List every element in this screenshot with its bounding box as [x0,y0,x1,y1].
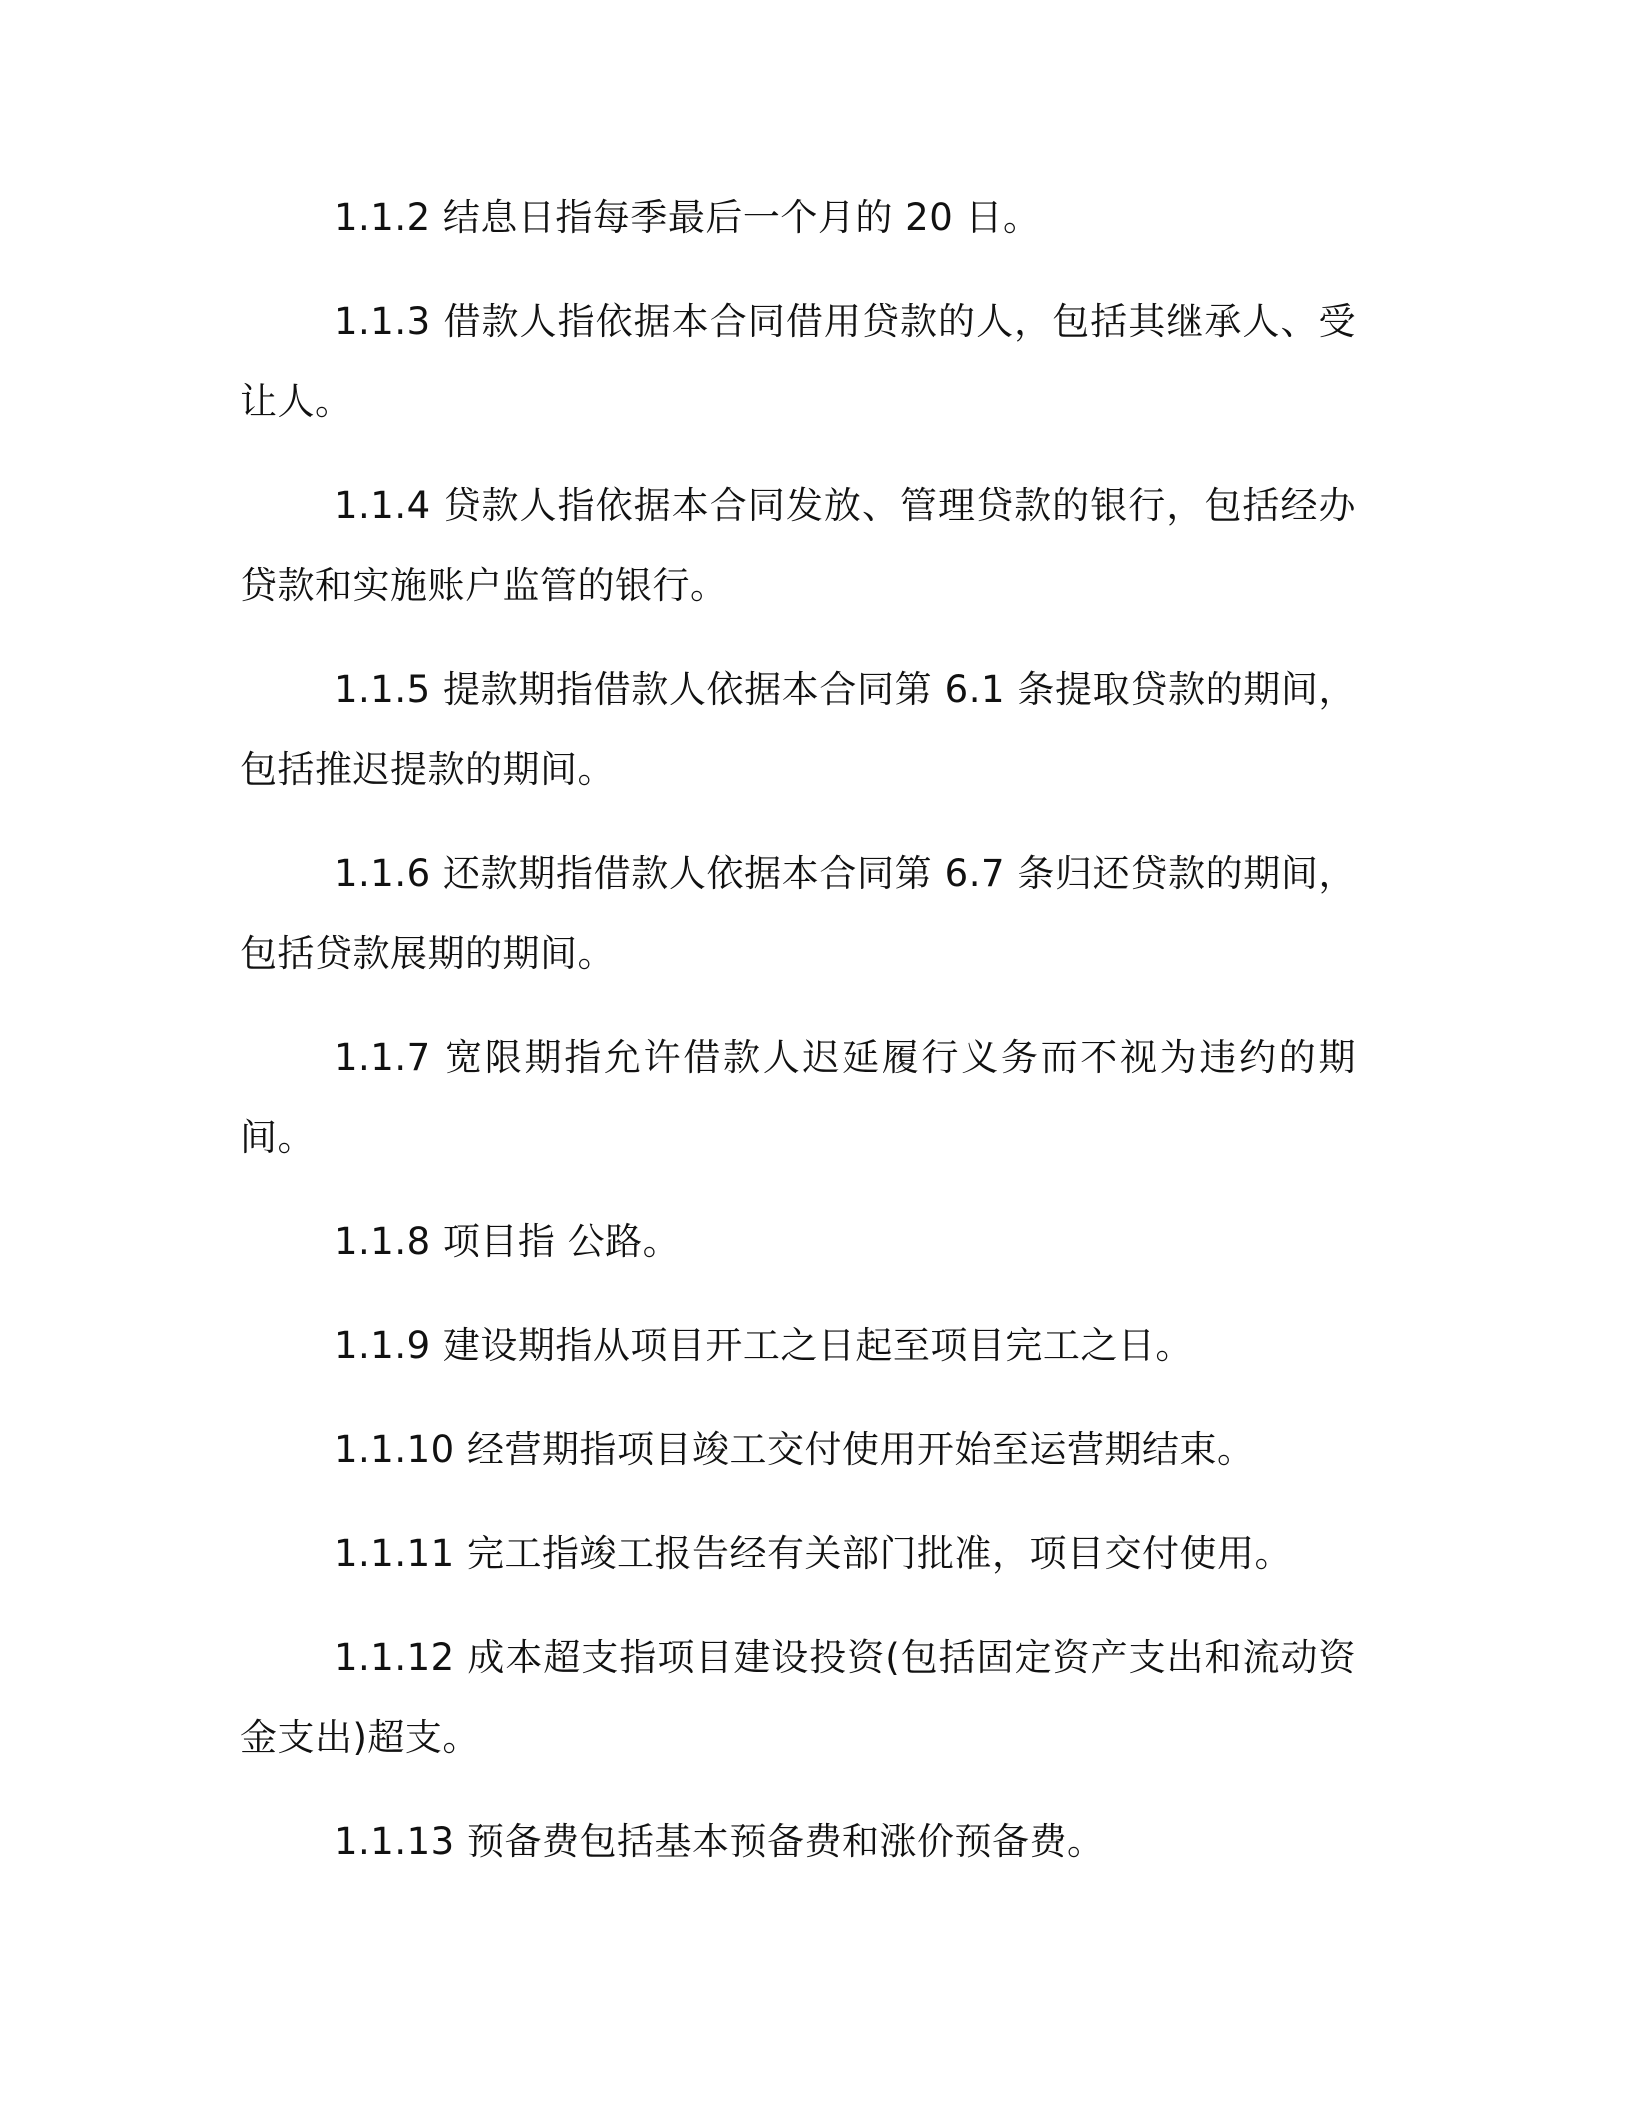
clause-1-1-7: 1.1.7 宽限期指允许借款人迟延履行义务而不视为违约的期间。 [240,1036,1356,1159]
clause-1-1-8: 1.1.8 项目指 公路。 [334,1220,681,1263]
clause-1-1-6: 1.1.6 还款期指借款人依据本合同第 6.7 条归还贷款的期间，包括贷款展期的期间。 [240,852,1356,975]
clause-1-1-9: 1.1.9 建设期指从项目开工之日起至项目完工之日。 [334,1324,1193,1367]
clause-1-1-11: 1.1.11 完工指竣工报告经有关部门批准，项目交付使用。 [334,1532,1292,1575]
clause-1-1-10: 1.1.10 经营期指项目竣工交付使用开始至运营期结束。 [334,1428,1255,1471]
clause-1-1-2: 1.1.2 结息日指每季最后一个月的 20 日。 [334,196,1041,239]
document-body [240,178,1356,1906]
clause-1-1-3: 1.1.3 借款人指依据本合同借用贷款的人，包括其继承人、受让人。 [240,300,1356,423]
clause-1-1-13: 1.1.13 预备费包括基本预备费和涨价预备费。 [334,1820,1105,1863]
clause-1-1-4: 1.1.4 贷款人指依据本合同发放、管理贷款的银行，包括经办贷款和实施账户监管的银行。 [240,484,1356,607]
clause-1-1-12: 1.1.12 成本超支指项目建设投资(包括固定资产支出和流动资金支出)超支。 [240,1636,1356,1759]
clause-1-1-5: 1.1.5 提款期指借款人依据本合同第 6.1 条提取贷款的期间，包括推迟提款的期间。 [240,668,1356,791]
